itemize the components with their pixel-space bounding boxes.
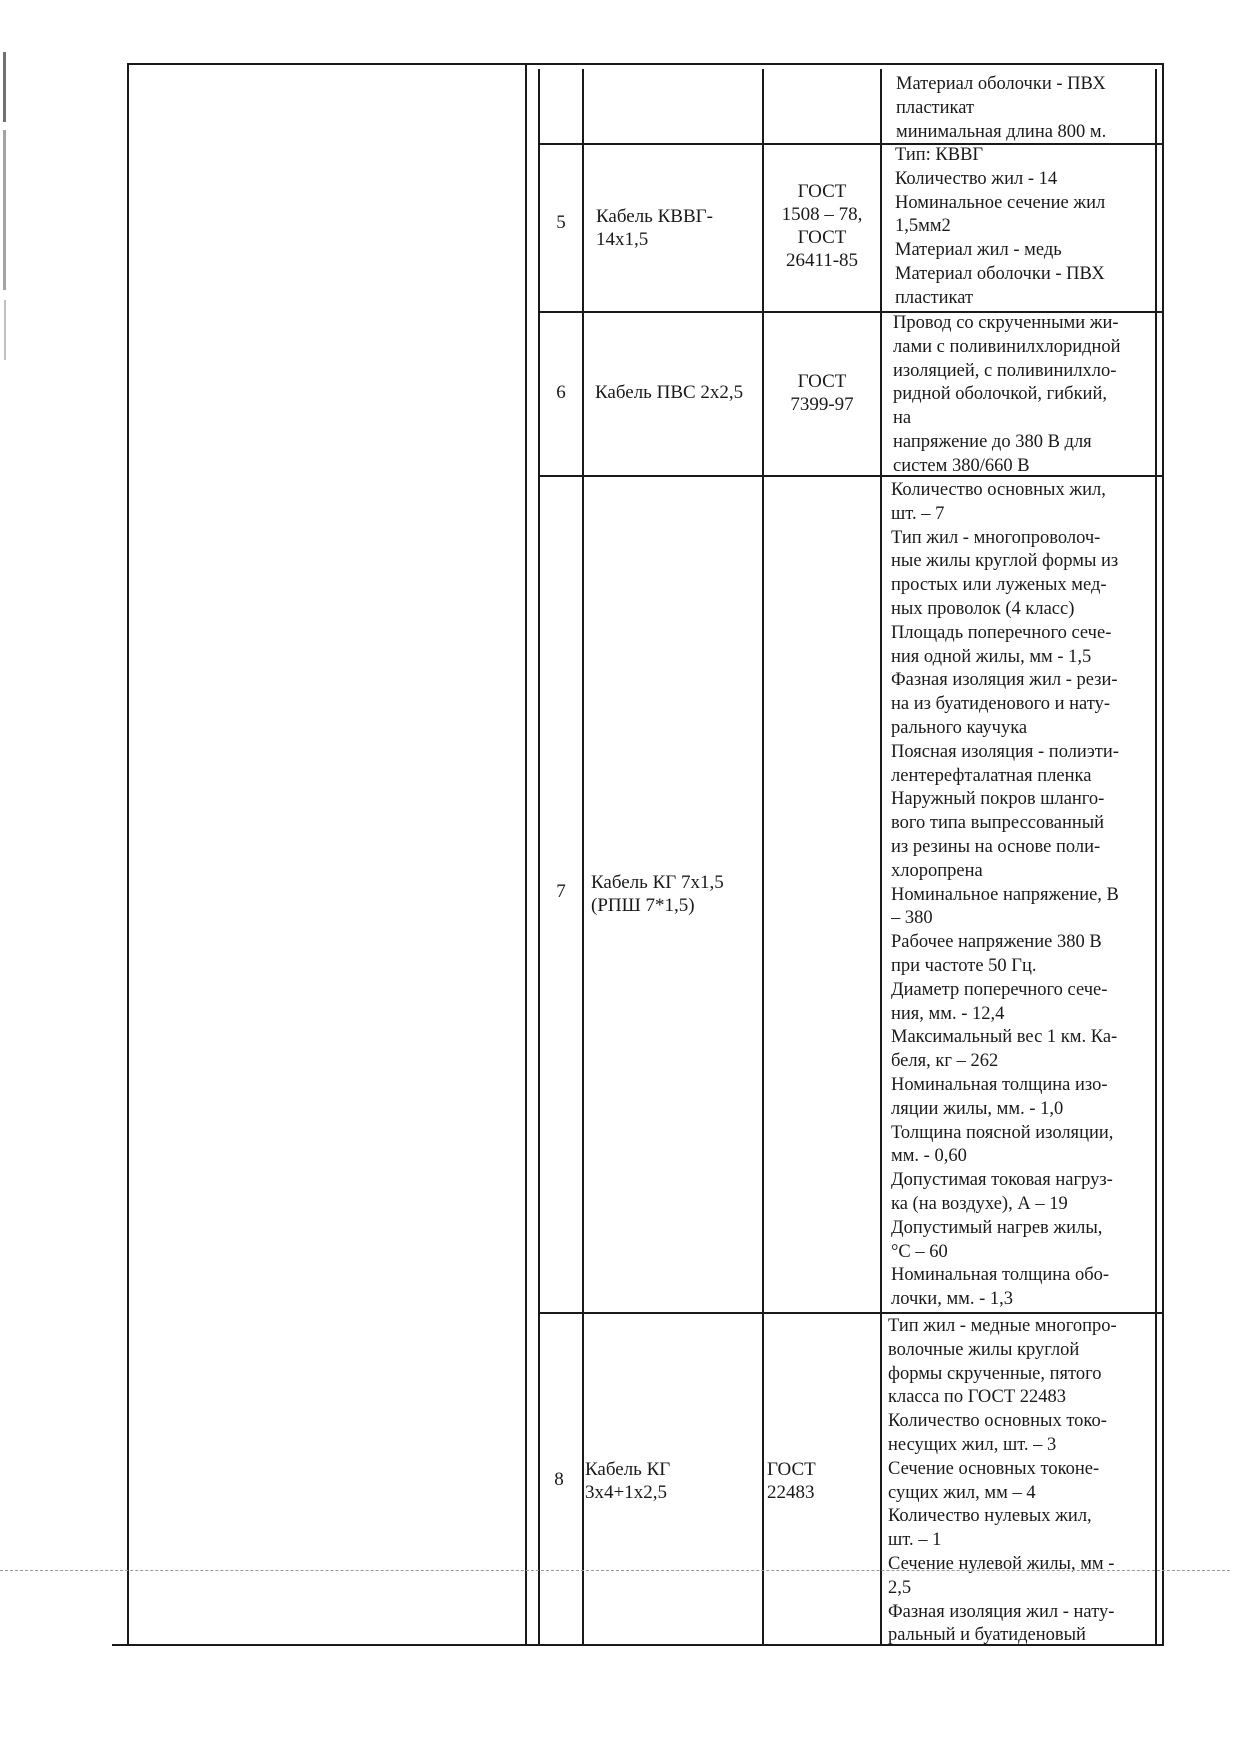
desc-line: ния одной жилы, мм - 1,5 xyxy=(891,646,1092,667)
table-border-top xyxy=(127,63,1164,65)
desc-line: 1,5мм2 xyxy=(895,216,951,237)
desc-line: Тип: КВВГ xyxy=(895,145,984,165)
desc-line: Номинальное напряжение, В xyxy=(891,884,1119,905)
column-divider-2 xyxy=(582,69,584,1646)
desc-line: беля, кг – 262 xyxy=(891,1051,999,1072)
desc-line: Количество нулевых жил, xyxy=(888,1506,1092,1527)
name-line: (РПШ 7*1,5) xyxy=(591,895,695,916)
column-divider-1 xyxy=(538,69,540,1646)
desc-line: рального каучука xyxy=(891,717,1028,738)
desc-line: минимальная длина 800 м. xyxy=(896,121,1107,142)
desc-line: Номинальное сечение жил xyxy=(895,192,1106,213)
desc-line: лентерефталатная пленка xyxy=(891,765,1092,786)
desc-line: Фазная изоляция жил - нату- xyxy=(888,1601,1115,1622)
standard-line: 26411-85 xyxy=(785,250,859,271)
desc-line: ных проволок (4 класс) xyxy=(891,598,1075,619)
desc-line: ные жилы круглой формы из xyxy=(891,551,1119,572)
row-number: 6 xyxy=(556,382,566,403)
table-row-5-standard xyxy=(764,180,880,272)
name-line: 3х4+1х2,5 xyxy=(585,1482,667,1503)
table-row-6-standard xyxy=(764,370,880,416)
table-row-8-description xyxy=(888,1315,1156,1648)
desc-line: напряжение до 380 В для xyxy=(893,431,1092,452)
desc-line: пластикат xyxy=(896,97,975,118)
desc-line: Площадь поперечного сече- xyxy=(891,622,1112,643)
standard-line: ГОСТ xyxy=(797,371,847,392)
table-row-0-description xyxy=(896,73,1158,144)
standard-line: ГОСТ xyxy=(797,181,847,202)
row-number: 8 xyxy=(554,1469,564,1490)
row-divider-4 xyxy=(538,1312,1164,1314)
desc-line: вого типа выпрессованный xyxy=(891,813,1105,834)
desc-line: Номинальная толщина изо- xyxy=(891,1074,1108,1095)
desc-line: Материал жил - медь xyxy=(895,240,1062,261)
desc-line: Допустимая токовая нагруз- xyxy=(891,1170,1113,1191)
desc-line: хлоропрена xyxy=(891,860,983,881)
desc-line: Тип жил - медные многопро- xyxy=(888,1316,1117,1336)
row-number: 5 xyxy=(556,212,566,233)
desc-line: при частоте 50 Гц. xyxy=(891,955,1037,976)
desc-line: лочки, мм. - 1,3 xyxy=(891,1289,1014,1310)
desc-line: ляции жилы, мм. - 1,0 xyxy=(891,1098,1064,1119)
table-row-6-name xyxy=(595,381,761,404)
table-border-right-outer xyxy=(1162,63,1164,1646)
desc-line: Сечение основных токоне- xyxy=(888,1458,1100,1479)
standard-line: 7399-97 xyxy=(790,394,854,415)
desc-line: на из буатиденового и нату- xyxy=(891,694,1111,715)
desc-line: шт. – 1 xyxy=(888,1530,942,1551)
desc-line: на xyxy=(893,408,912,429)
desc-line: Поясная изоляция - полиэти- xyxy=(891,741,1119,762)
standard-line: 22483 xyxy=(767,1482,815,1503)
table-row-8-standard xyxy=(767,1458,879,1504)
desc-line: из резины на основе поли- xyxy=(891,836,1101,857)
desc-line: Тип жил - многопроволоч- xyxy=(891,527,1101,548)
table-row-8-name xyxy=(585,1458,760,1504)
table-row-7-number xyxy=(540,880,582,903)
desc-line: простых или луженых мед- xyxy=(891,575,1107,596)
desc-line: Рабочее напряжение 380 В xyxy=(891,932,1102,953)
desc-line: Провод со скрученными жи- xyxy=(893,313,1119,333)
desc-line: Толщина поясной изоляции, xyxy=(891,1122,1114,1143)
column-divider-4 xyxy=(880,69,882,1646)
table-row-5-name xyxy=(596,205,760,251)
standard-line: ГОСТ xyxy=(797,227,847,248)
desc-line: систем 380/660 В xyxy=(893,455,1030,476)
desc-line: – 380 xyxy=(891,908,933,929)
table-row-6-number xyxy=(540,381,582,404)
desc-line: формы скрученные, пятого xyxy=(888,1363,1102,1384)
desc-line: мм. - 0,60 xyxy=(891,1146,967,1167)
name-line: 14х1,5 xyxy=(596,229,649,250)
desc-line: Материал оболочки - ПВХ xyxy=(895,263,1105,284)
desc-line: °С – 60 xyxy=(891,1241,948,1262)
row-number: 7 xyxy=(556,881,566,902)
name-line: Кабель КГ xyxy=(585,1459,671,1480)
scan-dotted-line xyxy=(0,1570,1230,1571)
desc-line: Номинальная толщина обо- xyxy=(891,1265,1110,1286)
column-divider-3 xyxy=(762,69,764,1646)
table-border-left-inner xyxy=(525,63,527,1646)
desc-line: изоляцией, с поливинилхло- xyxy=(893,360,1117,381)
desc-line: пластикат xyxy=(895,287,974,308)
desc-line: Максимальный вес 1 км. Ка- xyxy=(891,1027,1118,1048)
scan-edge-mark xyxy=(3,130,6,290)
standard-line: 1508 – 78, xyxy=(781,204,863,225)
desc-line: ка (на воздухе), А – 19 xyxy=(891,1193,1068,1214)
desc-line: волочные жилы круглой xyxy=(888,1339,1080,1360)
desc-line: Фазная изоляция жил - рези- xyxy=(891,670,1118,691)
table-row-5-number xyxy=(540,211,582,234)
desc-line: Допустимый нагрев жилы, xyxy=(891,1217,1103,1238)
desc-line: Материал оболочки - ПВХ xyxy=(896,74,1106,94)
scan-edge-mark xyxy=(4,300,6,360)
desc-line: лами с поливинилхлоридной xyxy=(893,336,1121,357)
desc-line: ния, мм. - 12,4 xyxy=(891,1003,1005,1024)
desc-line: класса по ГОСТ 22483 xyxy=(888,1387,1067,1408)
table-row-5-description xyxy=(895,144,1157,311)
desc-line: ральный и буатиденовый xyxy=(888,1625,1086,1646)
desc-line: Наружный покров шланго- xyxy=(891,789,1105,810)
name-line: Кабель ПВС 2х2,5 xyxy=(595,382,744,403)
desc-line: несущих жил, шт. – 3 xyxy=(888,1434,1057,1455)
desc-line: 2,5 xyxy=(888,1577,912,1598)
table-row-7-name xyxy=(591,871,761,917)
desc-line: сущих жил, мм – 4 xyxy=(888,1482,1036,1503)
name-line: Кабель КГ 7х1,5 xyxy=(591,872,724,893)
table-border-left-outer xyxy=(127,63,129,1646)
scan-edge-mark xyxy=(3,52,6,122)
desc-line: ридной оболочкой, гибкий, xyxy=(893,384,1107,405)
desc-line: Сечение нулевой жилы, мм - xyxy=(888,1553,1115,1574)
table-row-8-number xyxy=(540,1468,578,1491)
desc-line: Количество жил - 14 xyxy=(895,168,1058,189)
name-line: Кабель КВВГ- xyxy=(596,206,713,227)
table-row-7-description xyxy=(891,479,1156,1312)
desc-line: Количество основных токо- xyxy=(888,1411,1107,1432)
desc-line: Количество основных жил, xyxy=(891,480,1106,500)
desc-line: шт. – 7 xyxy=(891,503,945,524)
standard-line: ГОСТ xyxy=(767,1459,816,1480)
table-row-6-description xyxy=(893,312,1156,479)
desc-line: Диаметр поперечного сече- xyxy=(891,979,1108,1000)
